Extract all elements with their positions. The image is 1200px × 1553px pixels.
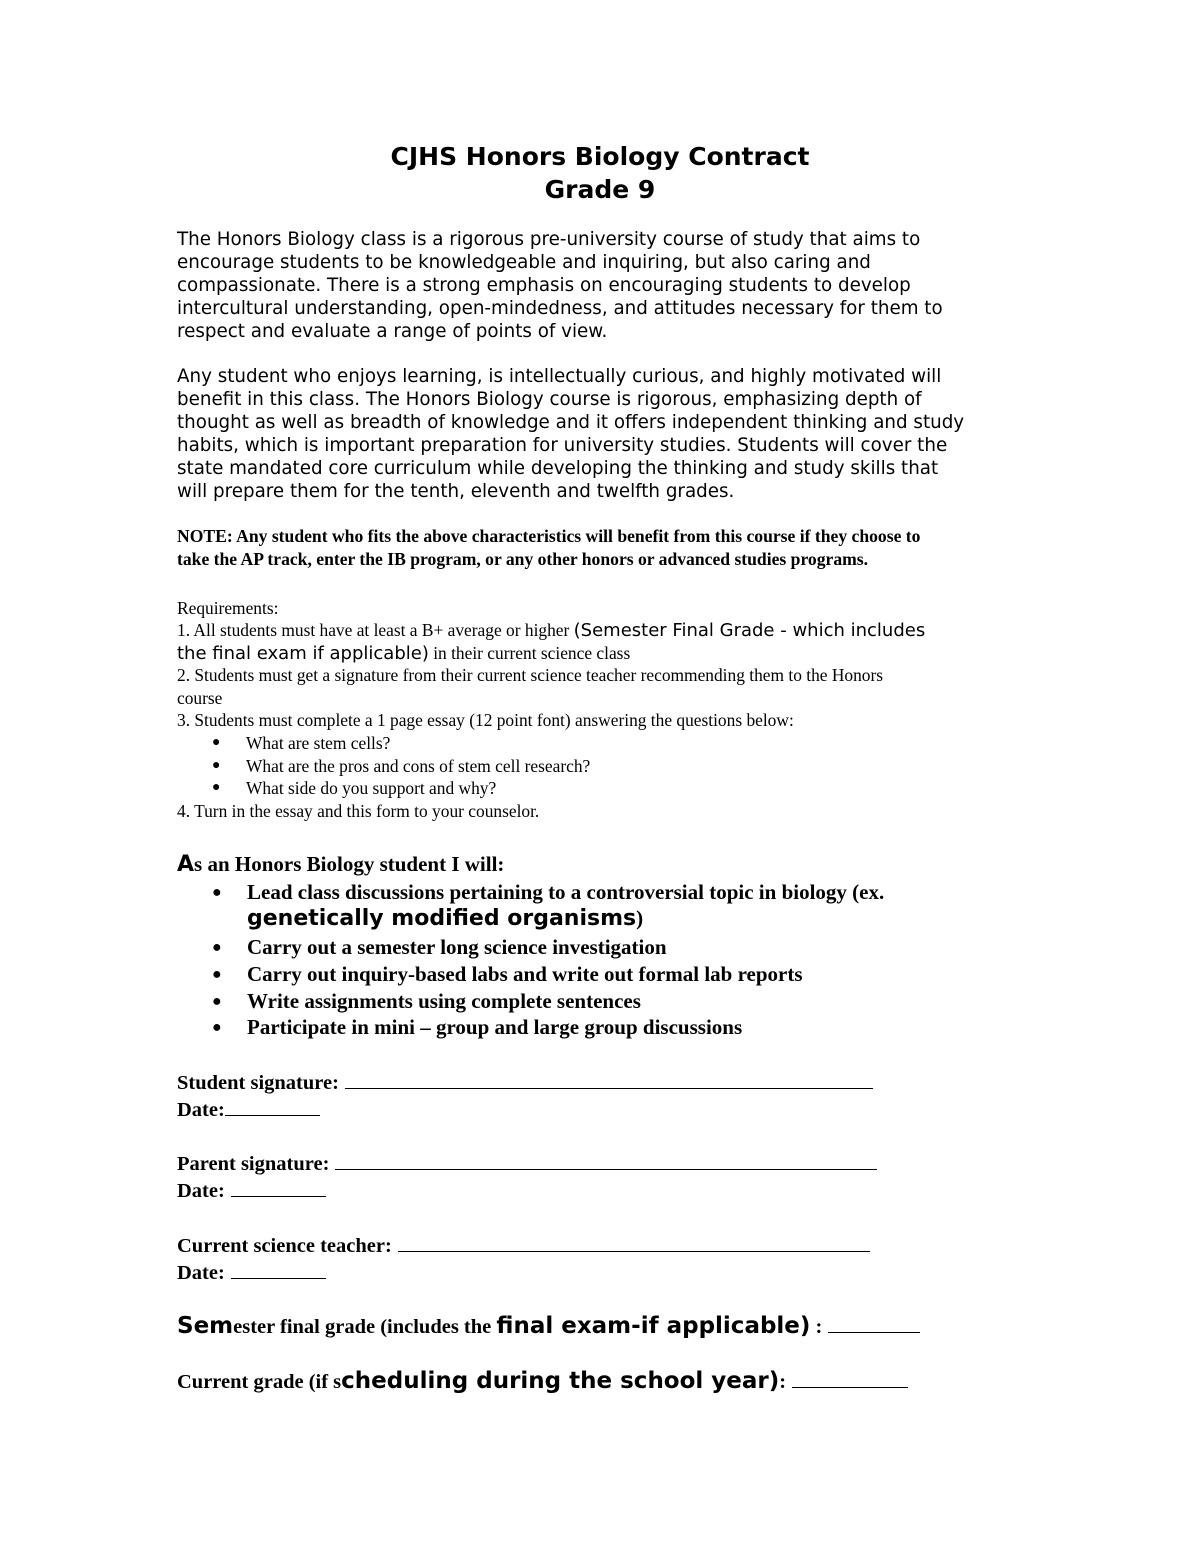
requirement-1-continued: [177, 642, 1037, 666]
requirement-4: 4. Turn in the essay and this form to your counselor.: [177, 801, 540, 821]
paragraph-line: compassionate. There is a strong emphasis on encouraging students to develop: [177, 275, 911, 296]
question-text: What side do you support and why?: [246, 778, 497, 798]
pledge-text: Write assignments using complete sentences: [247, 989, 641, 1013]
current-grade-field[interactable]: [792, 1369, 908, 1388]
student-date-row: [177, 1097, 320, 1123]
semester-grade-label: :: [810, 1316, 823, 1338]
date-label: Date:: [177, 1099, 225, 1121]
pledge-text: Carry out a semester long science investigation: [247, 935, 667, 959]
semester-grade-label: Sem: [177, 1313, 234, 1339]
question-text: What are the pros and cons of stem cell research?: [246, 756, 591, 776]
semester-grade-row: [177, 1311, 920, 1342]
paragraph-line: The Honors Biology class is a rigorous pre-university course of study that aims to: [177, 229, 921, 250]
teacher-date-field[interactable]: [231, 1260, 326, 1279]
requirement-2: 2. Students must get a signature from their current science teacher recommending them to the Honors: [177, 665, 884, 685]
current-grade-label: Current grade (if s: [177, 1371, 342, 1393]
paragraph-line: will prepare them for the tenth, eleventh and twelfth grades.: [177, 481, 735, 502]
bullet-icon: ●: [212, 780, 221, 795]
student-signature-label: Student signature:: [177, 1072, 339, 1094]
paragraph-line: state mandated core curriculum while developing the thinking and study skills that: [177, 458, 939, 479]
question-text: What are stem cells?: [246, 733, 391, 753]
note-line: NOTE: Any student who fits the above characteristics will benefit from this course if they choose to: [177, 526, 921, 546]
parent-signature-field[interactable]: [335, 1151, 877, 1170]
requirement-text: the final exam if applicable): [177, 643, 429, 664]
student-date-field[interactable]: [225, 1097, 320, 1116]
paragraph-line: benefit in this class. The Honors Biology course is rigorous, emphasizing depth of: [177, 389, 922, 410]
date-label: Date:: [177, 1180, 225, 1202]
paragraph-line: habits, which is important preparation for university studies. Students will cover the: [177, 435, 948, 456]
pledge-text: ): [636, 906, 644, 930]
requirement-text: in their current science class: [428, 643, 631, 663]
bullet-icon: ●: [212, 939, 222, 956]
parent-date-row: [177, 1178, 326, 1204]
bullet-icon: ●: [212, 884, 222, 901]
document-subtitle: Grade 9: [544, 175, 656, 204]
bullet-icon: ●: [212, 735, 221, 750]
semester-grade-label: ester final grade (includes the: [233, 1316, 497, 1338]
requirement-3: 3. Students must complete a 1 page essay (12 point font) answering the questions below:: [177, 710, 794, 730]
bullet-icon: ●: [212, 966, 222, 983]
bullet-icon: ●: [212, 1019, 222, 1036]
parent-signature-row: [177, 1151, 877, 1177]
semester-grade-label: final exam-if applicable): [496, 1313, 811, 1339]
paragraph-line: intercultural understanding, open-mindedness, and attitudes necessary for them to: [177, 298, 943, 319]
pledge-heading: [177, 851, 504, 878]
bullet-icon: ●: [212, 758, 221, 773]
pledge-text: Carry out inquiry-based labs and write out formal lab reports: [247, 962, 803, 986]
bullet-icon: ●: [212, 993, 222, 1010]
teacher-signature-field[interactable]: [398, 1233, 870, 1252]
note-line: take the AP track, enter the IB program, or any other honors or advanced studies programs.: [177, 549, 869, 569]
teacher-date-row: [177, 1260, 326, 1286]
student-signature-field[interactable]: [345, 1070, 873, 1089]
pledge-heading-text: s an Honors Biology student I will:: [194, 852, 505, 876]
requirement-1: [177, 619, 1037, 643]
pledge-heading-initial: A: [177, 852, 195, 877]
document-title: CJHS Honors Biology Contract: [390, 142, 810, 171]
pledge-text-emphasis: genetically modified organisms: [247, 906, 637, 931]
paragraph-line: thought as well as breadth of knowledge and it offers independent thinking and study: [177, 412, 965, 433]
parent-signature-label: Parent signature:: [177, 1153, 330, 1175]
requirement-text: (Semester Final Grade - which includes: [573, 620, 926, 641]
paragraph-line: respect and evaluate a range of points of view.: [177, 321, 608, 342]
paragraph-line: Any student who enjoys learning, is intellectually curious, and highly motivated will: [177, 366, 942, 387]
pledge-text: [247, 905, 643, 932]
parent-date-field[interactable]: [231, 1178, 326, 1197]
teacher-signature-label: Current science teacher:: [177, 1235, 392, 1257]
current-grade-label: cheduling during the school year): [341, 1368, 780, 1394]
date-label: Date:: [177, 1262, 225, 1284]
requirement-2-continued: course: [177, 688, 223, 708]
current-grade-row: [177, 1366, 908, 1397]
current-grade-label: :: [779, 1371, 787, 1393]
student-signature-row: [177, 1070, 873, 1096]
teacher-signature-row: [177, 1233, 870, 1259]
paragraph-line: encourage students to be knowledgeable and inquiring, but also caring and: [177, 252, 871, 273]
pledge-text: Participate in mini – group and large group discussions: [247, 1015, 743, 1039]
pledge-text: Lead class discussions pertaining to a controversial topic in biology (ex.: [247, 880, 885, 904]
requirements-heading: Requirements:: [177, 598, 279, 618]
semester-grade-field[interactable]: [828, 1314, 920, 1333]
requirement-text: 1. All students must have at least a B+ average or higher: [177, 620, 574, 640]
